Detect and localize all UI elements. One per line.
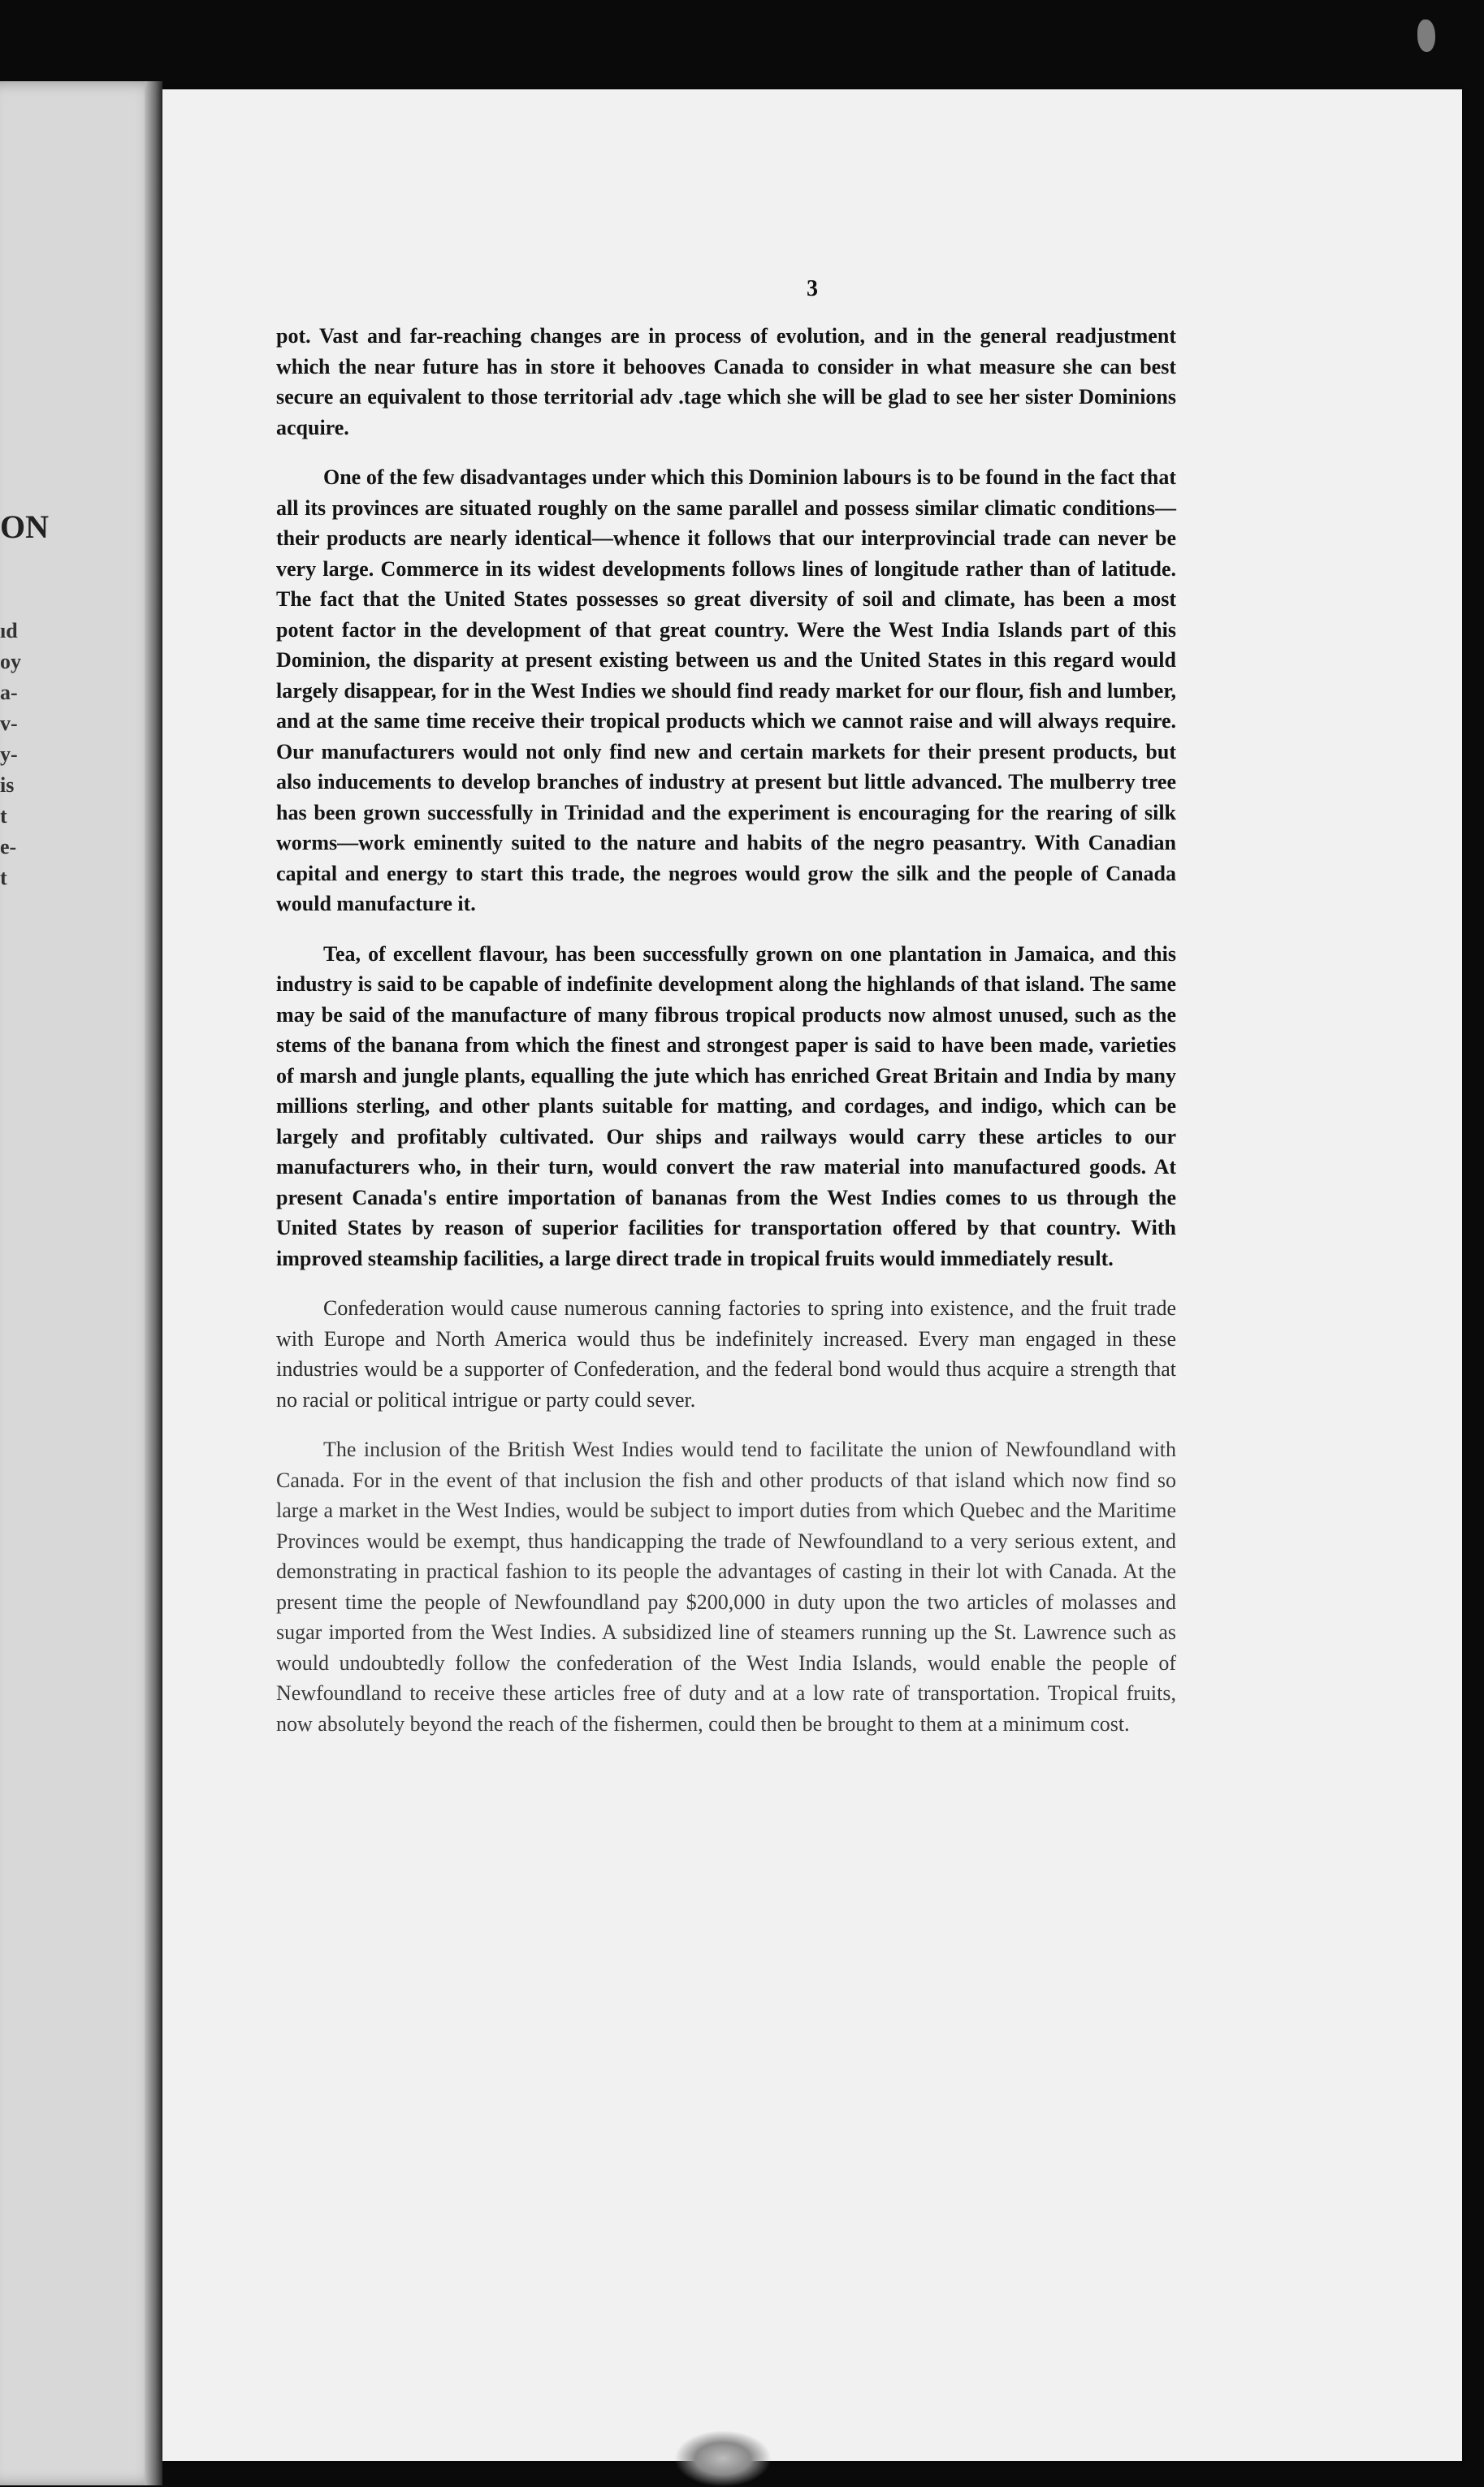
previous-page-line-fragment: a- — [0, 681, 18, 704]
page-body — [276, 321, 1176, 1758]
document-page — [162, 89, 1462, 2461]
scan-smudge-mark — [674, 2430, 772, 2487]
paragraph-disadvantages: One of the few disadvantages under which this Dominion labours is to be found in the fact that all its provinces are situated roughly on the same parallel and possess similar climatic conditions—their products are nearly identical—whence it follows that our interprovincial trade can never be very large. Commerce in its widest developments follows lines of longitude rather than of latitude. The fact that the United States possesses so great diversity of soil and climate, has been a most potent factor in the development of that great country. Were the West India Islands part of this Dominion, the disparity at present existing between us and the United States in this regard would largely disappear, for in the West Indies we should find ready market for our flour, fish and lumber, and at the same time receive their tropical products which we cannot raise and will always require. Our manufacturers would not only find new and certain markets for their present products, but also inducements to develop branches of industry at present but little advanced. The mulberry tree has been grown successfully in Trinidad and the experiment is encouraging for the rearing of silk worms—work eminently suited to the nature and habits of the negro peasantry. With Canadian capital and energy to start this trade, the negroes would grow the silk and the people of Canada would manufacture it. — [276, 465, 1176, 915]
paragraph-continuation: pot. Vast and far-reaching changes are in process of evolution, and in the general readjustment which the near future has in store it behooves Canada to consider in what measure she can best secure an equivalent to those territorial adv .tage which she will be glad to see her sister Dominions acquire. — [276, 324, 1176, 439]
previous-page-line-fragment: e- — [0, 835, 17, 859]
paragraph-newfoundland: The inclusion of the British West Indies would tend to facilitate the union of Newfoundland with Canada. For in the event of that inclusion the fish and other products of that island which now find so large a market in the West Indies, would be subject to import duties from which Quebec and the Maritime Provinces would be exempt, thus handicapping the trade of Newfoundland to a very serious extent, and demonstrating in practical fashion to its people the advantages of casting in their lot with Canada. At the present time the people of Newfoundland pay $200,000 in duty upon the two articles of molasses and sugar imported from the West Indies. A subsidized line of steamers running up the St. Lawrence such as would undoubtedly follow the confederation of the West India Islands, would enable the people of Newfoundland to receive these articles free of duty and at a low rate of transportation. Tropical fruits, now absolutely beyond the reach of the fishermen, could then be brought to them at a minimum cost. — [276, 1438, 1176, 1736]
previous-page-line-fragment: ıd — [0, 619, 18, 642]
previous-page-line-fragment: y- — [0, 742, 18, 766]
paragraph-confederation: Confederation would cause numerous canning factories to spring into existence, and the fruit trade with Europe and North America would thus be indefinitely increased. Every man engaged in these industries would be a supporter of Confederation, and the federal bond would thus acquire a strength that no racial or political intrigue or party could sever. — [276, 1296, 1176, 1412]
previous-page-line-fragment: v- — [0, 711, 18, 735]
previous-page-heading-fragment: ON — [0, 508, 49, 545]
previous-page-line-fragment: t — [0, 866, 7, 889]
previous-page-line-fragment: t — [0, 804, 7, 828]
page-number: 3 — [807, 276, 818, 301]
paragraph-tea-jamaica: Tea, of excellent flavour, has been successfully grown on one plantation in Jamaica, and this industry is said to be capable of indefinite development along the highlands of that island. The same may be said of the manufacture of many fibrous tropical products now almost unused, such as the stems of the banana from which the finest and strongest paper is said to have been made, varieties of marsh and jungle plants, equalling the jute which has enriched Great Britain and India by many millions sterling, and other plants suitable for matting, and cordages, and indigo, which can be largely and profitably cultivated. Our ships and railways would carry these articles to our manufacturers who, in their turn, would convert the raw material into manufactured goods. At present Canada's entire importation of bananas from the West Indies comes to us through the United States by reason of superior facilities for transportation offered by that country. With improved steamship facilities, a large direct trade in tropical fruits would immediately result. — [276, 941, 1176, 1270]
previous-page-line-fragment: is — [0, 773, 15, 797]
previous-page-edge — [0, 81, 162, 2485]
scan-smudge-mark — [1417, 19, 1435, 52]
previous-page-text-fragments — [0, 508, 49, 893]
previous-page-line-fragment: oy — [0, 650, 21, 673]
page-gutter-shadow — [145, 81, 162, 2485]
